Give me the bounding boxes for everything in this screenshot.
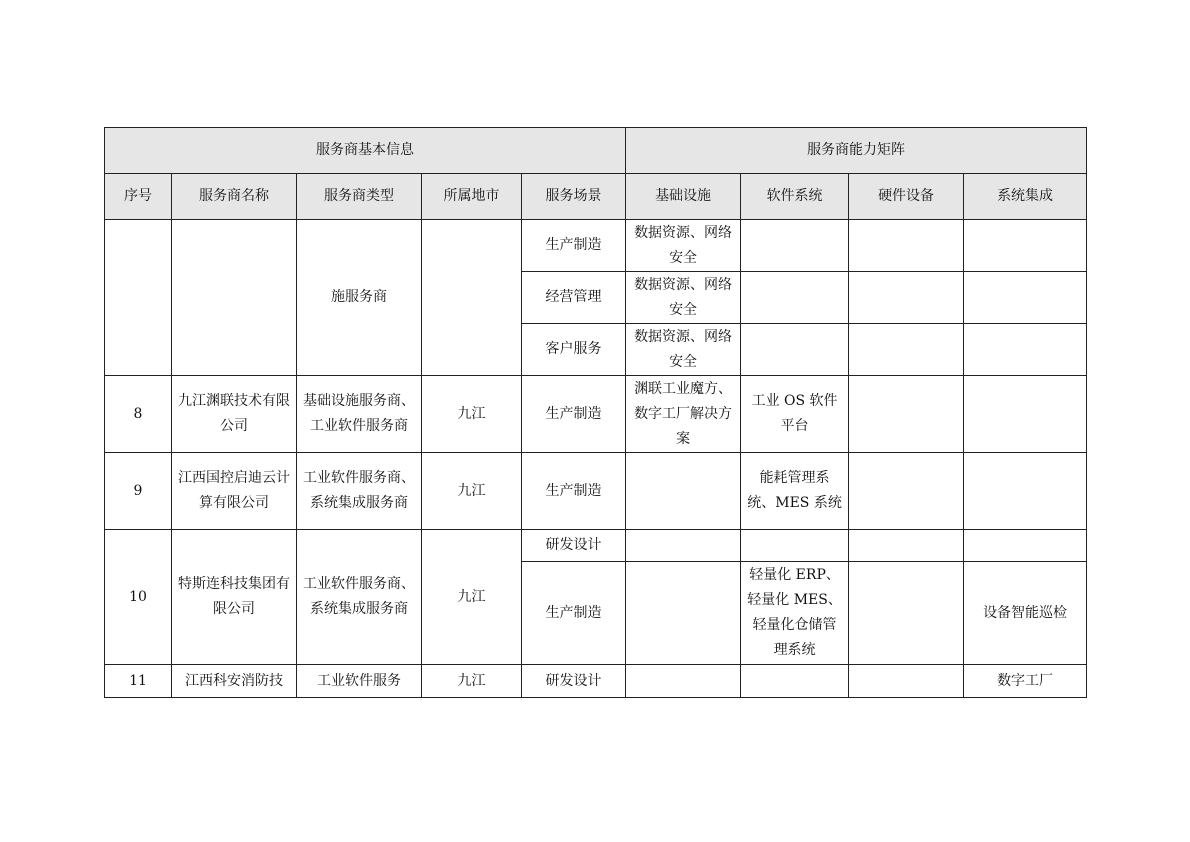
cell-scenario: 生产制造 [522, 376, 626, 453]
cell-infra: 渊联工业魔方、数字工厂解决方案 [626, 376, 741, 453]
table-row [105, 453, 1087, 530]
cell-software: 工业 OS 软件平台 [741, 376, 849, 453]
cell-city: 九江 [422, 453, 522, 530]
cell-seq: 9 [105, 453, 172, 530]
cell-software: 轻量化 ERP、轻量化 MES、轻量化仓储管理系统 [741, 562, 849, 665]
cell-hardware [849, 220, 964, 272]
cell-hardware [849, 453, 964, 530]
cell-name: 江西国控启迪云计算有限公司 [172, 453, 297, 530]
table-row [105, 220, 1087, 272]
cell-seq: 11 [105, 665, 172, 698]
col-scenario: 服务场景 [522, 174, 626, 220]
cell-seq: 8 [105, 376, 172, 453]
cell-city: 九江 [422, 665, 522, 698]
service-provider-table [104, 127, 1087, 698]
cell-scenario: 研发设计 [522, 665, 626, 698]
cell-hardware [849, 562, 964, 665]
cell-software [741, 665, 849, 698]
group-capability-matrix: 服务商能力矩阵 [626, 128, 1087, 174]
col-type: 服务商类型 [297, 174, 422, 220]
cell-city: 九江 [422, 376, 522, 453]
column-header-row [105, 174, 1087, 220]
cell-integration [964, 453, 1087, 530]
col-name: 服务商名称 [172, 174, 297, 220]
cell-integration [964, 324, 1087, 376]
cell-hardware [849, 376, 964, 453]
cell-type: 工业软件服务 [297, 665, 422, 698]
cell-infra: 数据资源、网络安全 [626, 324, 741, 376]
table-row [105, 376, 1087, 453]
cell-integration: 设备智能巡检 [964, 562, 1087, 665]
cell-hardware [849, 324, 964, 376]
cell-integration [964, 272, 1087, 324]
cell-hardware [849, 665, 964, 698]
table-row [105, 530, 1087, 562]
cell-name: 特斯连科技集团有限公司 [172, 530, 297, 665]
cell-scenario: 客户服务 [522, 324, 626, 376]
cell-city [422, 220, 522, 376]
cell-infra [626, 665, 741, 698]
cell-software [741, 220, 849, 272]
col-integration: 系统集成 [964, 174, 1087, 220]
cell-software [741, 324, 849, 376]
cell-infra [626, 530, 741, 562]
cell-infra [626, 562, 741, 665]
cell-infra: 数据资源、网络安全 [626, 220, 741, 272]
cell-city: 九江 [422, 530, 522, 665]
cell-infra [626, 453, 741, 530]
cell-scenario: 生产制造 [522, 453, 626, 530]
group-header-row [105, 128, 1087, 174]
table-row [105, 665, 1087, 698]
cell-seq: 10 [105, 530, 172, 665]
cell-type: 工业软件服务商、系统集成服务商 [297, 530, 422, 665]
cell-integration [964, 220, 1087, 272]
col-software: 软件系统 [741, 174, 849, 220]
cell-scenario: 经营管理 [522, 272, 626, 324]
col-hardware: 硬件设备 [849, 174, 964, 220]
col-seq: 序号 [105, 174, 172, 220]
cell-scenario: 生产制造 [522, 562, 626, 665]
cell-hardware [849, 530, 964, 562]
cell-seq [105, 220, 172, 376]
cell-type: 基础设施服务商、工业软件服务商 [297, 376, 422, 453]
col-infra: 基础设施 [626, 174, 741, 220]
cell-type: 工业软件服务商、系统集成服务商 [297, 453, 422, 530]
cell-integration [964, 530, 1087, 562]
cell-software [741, 272, 849, 324]
cell-software: 能耗管理系统、MES 系统 [741, 453, 849, 530]
group-basic-info: 服务商基本信息 [105, 128, 626, 174]
cell-scenario: 研发设计 [522, 530, 626, 562]
cell-name: 江西科安消防技 [172, 665, 297, 698]
cell-software [741, 530, 849, 562]
cell-infra: 数据资源、网络安全 [626, 272, 741, 324]
cell-integration: 数字工厂 [964, 665, 1087, 698]
cell-scenario: 生产制造 [522, 220, 626, 272]
cell-type: 施服务商 [297, 220, 422, 376]
cell-integration [964, 376, 1087, 453]
cell-name [172, 220, 297, 376]
cell-name: 九江渊联技术有限公司 [172, 376, 297, 453]
col-city: 所属地市 [422, 174, 522, 220]
cell-hardware [849, 272, 964, 324]
